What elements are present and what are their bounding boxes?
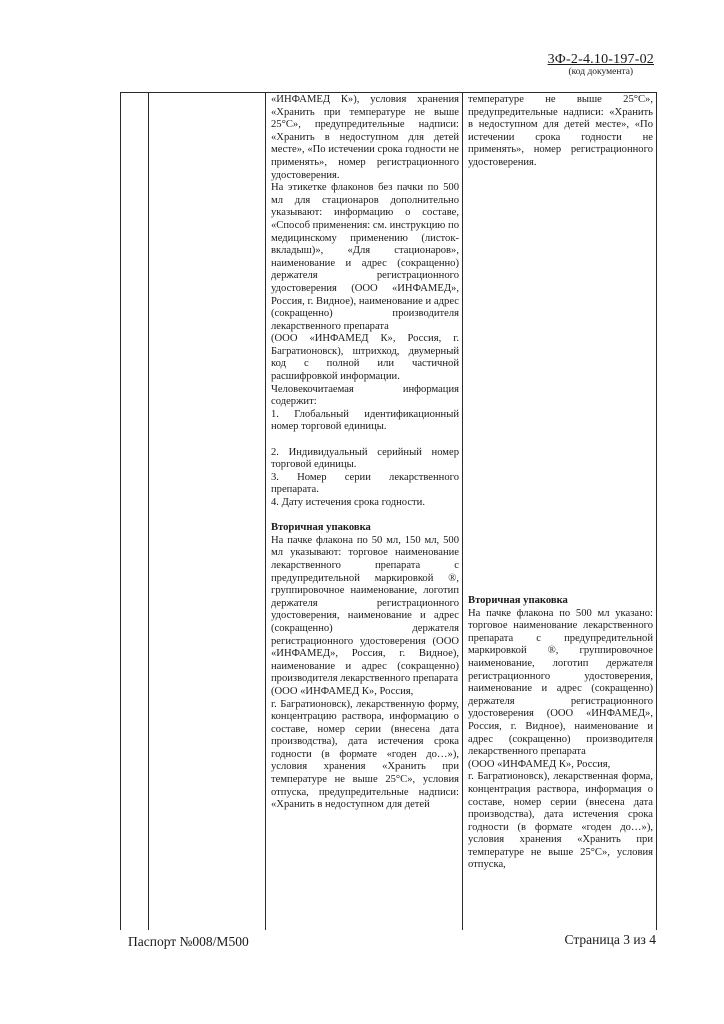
right-secondary-paragraph-2: (ООО «ИНФАМЕД К», Россия, [468,758,611,770]
right-paragraph-1: температуре не выше 25°С», предупредительные надписи: «Хранить в недоступном для детей месте», «По истечении срока годности не применять», номер регистрационного удостоверения. [468,94,653,168]
left-paragraph-4: Человекочитаемая информация содержит: [271,383,459,408]
left-paragraph-2: На этикетке флаконов без пачки по 500 мл для стационаров дополнительно указывают: информацию о составе, «Способ применения: см. инструкцию по медицинскому применению (листок-вкладыш)», «Для стационаров», наименование и адрес (сокращенно) держателя регистрационного удостоверения (ООО «ИНФАМЕД», Россия, г. Видное), наименование и адрес (сокращенно) производителя лекарственного препарата [271,182,459,332]
right-secondary-heading: Вторичная упаковка [468,595,568,606]
column-divider-2 [265,93,266,930]
left-secondary-heading: Вторичная упаковка [271,522,371,534]
document-code: 3Ф-2-4.10-197-02 [547,52,654,67]
left-paragraph-5: 1. Глобальный идентификационный номер торговой единицы. [271,408,459,433]
right-secondary-paragraph-1: На пачке флакона по 500 мл указано: торговое наименование лекарственного препарата с предупредительной маркировкой ®, группировочное наименование, логотип держателя регистрационного удостоверения, наименование и адрес (сокращенно) держателя регистрационного удостоверения (ООО «ИНФАМЕД», Россия, г. Видное), наименование и адрес (сокращенно) производителя лекарственного препарата [468,607,653,758]
document-code-block [548,52,654,77]
column-left [271,94,459,812]
page-number: Страница 3 из 4 [564,932,656,947]
left-paragraph-3: (ООО «ИНФАМЕД К», Россия, г. Багратионовск), штрихкод, двумерный код с полной или частичной расшифровкой информации. [271,333,459,383]
column-divider-3 [462,93,463,930]
right-secondary-section [468,595,653,872]
left-paragraph-8: 4. Дату истечения срока годности. [271,497,425,508]
left-secondary-paragraph-3: г. Багратионовск), лекарственную форму, концентрацию раствора, информацию о составе, номер серии (внесена дата производства), дата истечения срока годности (в формате «годен до…»), условия хранения «Хранить при температуре не выше 25°С», условия отпуска, предупредительные надписи: «Хранить в недоступном для детей [271,698,459,811]
left-spacer [271,434,459,447]
column-divider-1 [148,93,149,930]
left-paragraph-7: 3. Номер серии лекарственного препарата. [271,471,459,496]
left-secondary-paragraph-1: На пачке флакона по 50 мл, 150 мл, 500 мл указывают: торговое наименование лекарственного препарата с предупредительной маркировкой ®, группировочное наименование, логотип держателя регистрационного удостоверения, наименование и адрес (сокращенно) держателя регистрационного удостоверения (ООО «ИНФАМЕД», Россия, г. Видное), наименование и адрес (сокращенно) производителя лекарственного препарата [271,534,459,685]
passport-number: Паспорт №008/М500 [128,934,249,949]
right-secondary-paragraph-3: г. Багратионовск), лекарственная форма, концентрация раствора, информация о составе, номер серии (внесена дата производства), дата истечения срока годности (в формате «годен до…»), условия хранения «Хранить при температуре не выше 25°С», условия отпуска, [468,771,653,871]
column-right [468,94,653,871]
left-spacer-2 [271,510,459,523]
left-paragraph-1: «ИНФАМЕД К»), условия хранения «Хранить при температуре не выше 25°С», предупредительные надписи: «Хранить в недоступном для детей месте», «По истечении срока годности не применять», номер регистрационного удостоверения. [271,94,459,181]
left-paragraph-6: 2. Индивидуальный серийный номер торговой единицы. [271,446,459,471]
document-code-caption: (код документа) [568,67,634,77]
left-secondary-paragraph-2: (ООО «ИНФАМЕД К», Россия, [271,685,414,697]
table-frame [120,92,657,930]
